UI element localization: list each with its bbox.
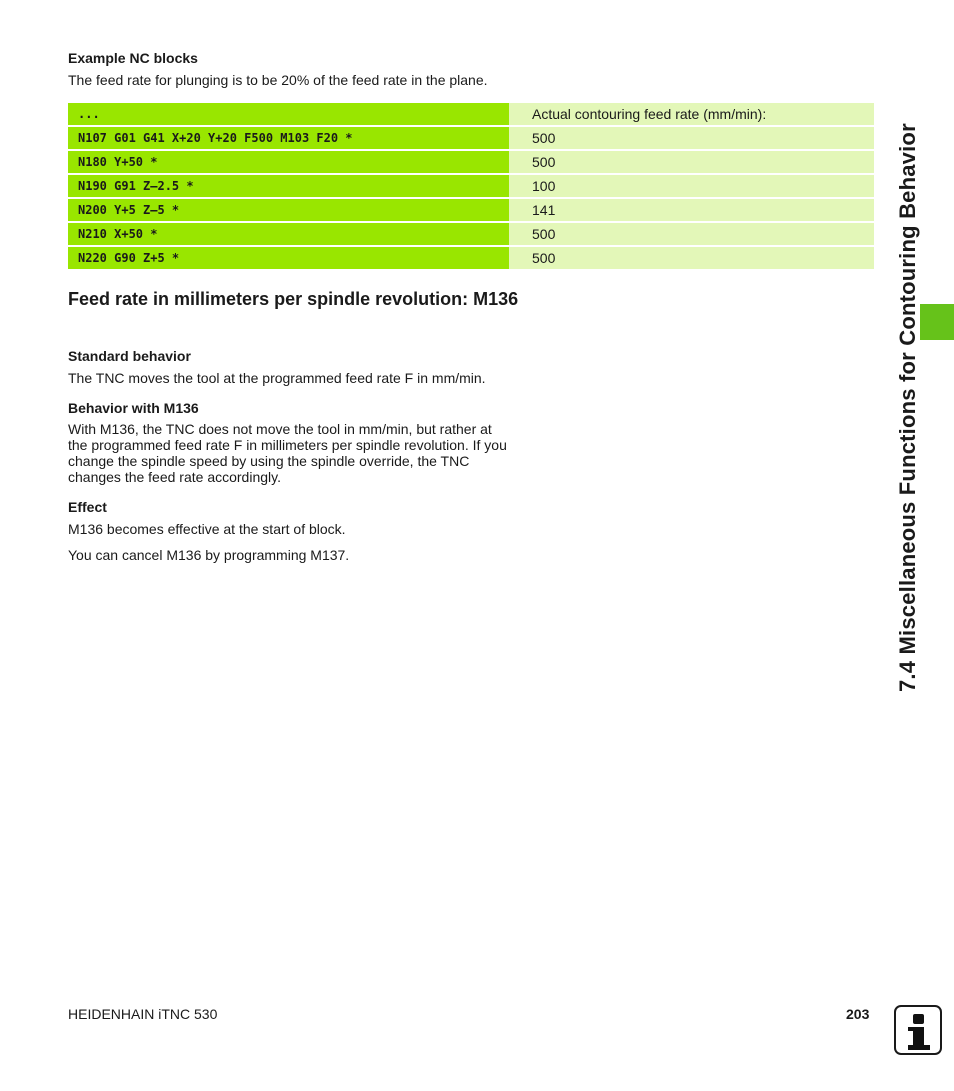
chapter-tab-marker [920,304,954,340]
nc-blocks-table [68,101,874,271]
info-icon-base [908,1045,930,1050]
nc-block-row [68,199,874,221]
nc-block-feed-value: 500 [509,247,874,269]
example-intro: The feed rate for plunging is to be 20% of the feed rate in the plane. [68,72,488,88]
nc-block-feed-value: Actual contouring feed rate (mm/min): [509,103,874,125]
example-heading: Example NC blocks [68,50,198,66]
nc-block-code: N200 Y+5 Z–5 * [68,199,509,221]
nc-block-code: N220 G90 Z+5 * [68,247,509,269]
nc-block-row [68,175,874,197]
standard-behavior-text: The TNC moves the tool at the programmed feed rate F in mm/min. [68,370,486,386]
effect-text-cancel: You can cancel M136 by programming M137. [68,547,350,563]
info-icon [894,1005,942,1055]
nc-block-feed-value: 500 [509,223,874,245]
nc-block-code: N190 G91 Z–2.5 * [68,175,509,197]
nc-block-feed-value: 500 [509,127,874,149]
nc-block-code: N107 G01 G41 X+20 Y+20 F500 M103 F20 * [68,127,509,149]
info-icon-stem [913,1027,924,1046]
nc-block-code: N210 X+50 * [68,223,509,245]
effect-heading: Effect [68,499,107,515]
nc-block-feed-value: 141 [509,199,874,221]
nc-block-row [68,103,874,125]
section-title: Feed rate in millimeters per spindle revolution: M136 [68,289,519,309]
standard-behavior-heading: Standard behavior [68,348,191,364]
page-number: 203 [846,1006,870,1022]
nc-block-code: N180 Y+50 * [68,151,509,173]
nc-block-feed-value: 500 [509,151,874,173]
nc-block-row [68,247,874,269]
nc-block-row [68,223,874,245]
nc-block-feed-value: 100 [509,175,874,197]
m136-behavior-text: With M136, the TNC does not move the tool in mm/min, but rather at the programmed feed rate F in millimeters per spindle revolution. If you change the spindle speed by using the spindle override, the TNC changes the feed rate accordingly. [68,421,507,485]
nc-block-code: ... [68,103,509,125]
nc-block-row [68,151,874,173]
chapter-side-title-text: 7.4 Miscellaneous Functions for Contouring Behavior [895,123,920,692]
info-icon-dot [913,1014,924,1024]
m136-behavior-heading: Behavior with M136 [68,400,199,416]
nc-block-row [68,127,874,149]
effect-text-start: M136 becomes effective at the start of block. [68,521,346,537]
footer-product: HEIDENHAIN iTNC 530 [68,1006,218,1022]
